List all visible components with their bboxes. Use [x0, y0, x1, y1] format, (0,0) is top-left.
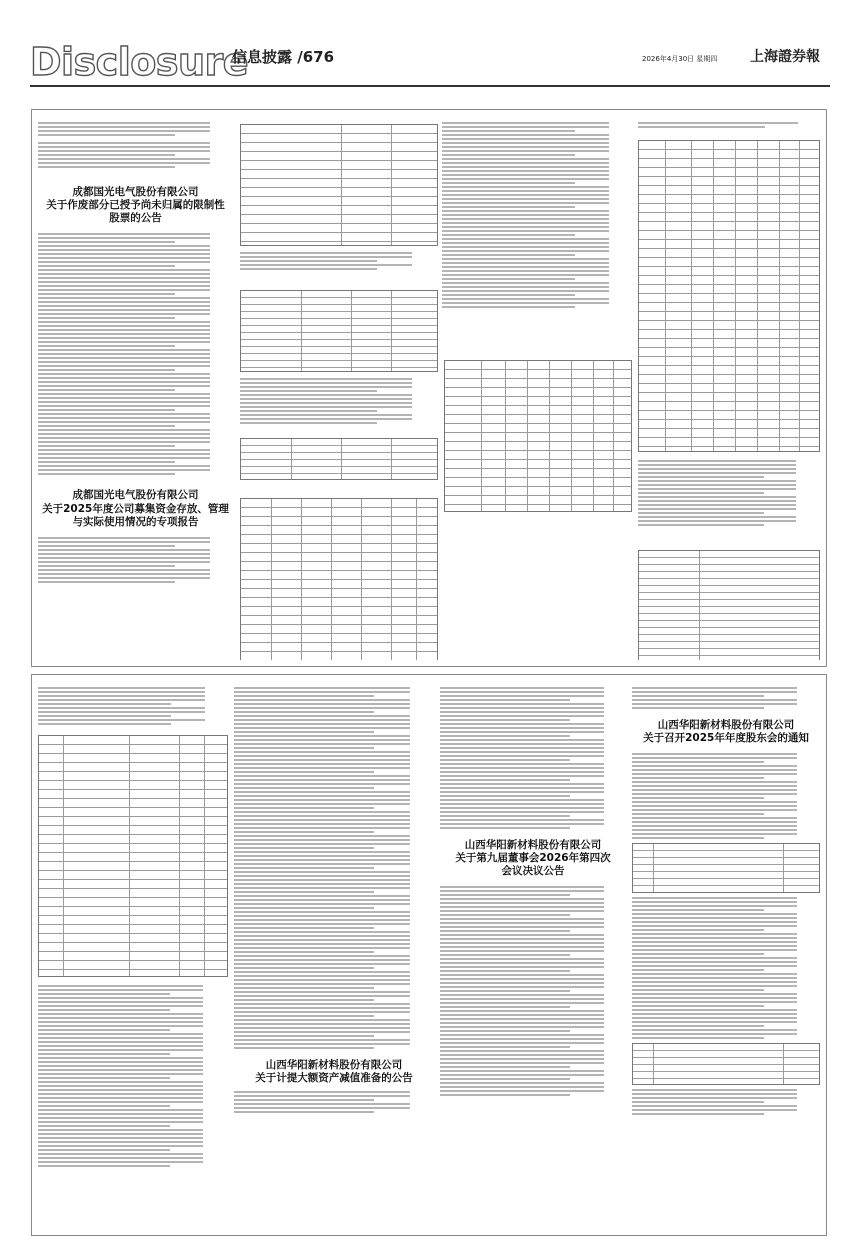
- column-3: [442, 120, 632, 660]
- masthead: [30, 38, 830, 82]
- column-8: [632, 685, 820, 1225]
- data-table-6: [638, 140, 820, 452]
- section-wordmark: Disclosure: [30, 40, 249, 84]
- article-headline-5: 山西华阳新材料股份有限公司 关于计提大额资产减值准备的公告: [255, 1059, 413, 1085]
- data-table-9: [632, 843, 820, 893]
- newspaper-logo: 上海證券報: [750, 49, 820, 65]
- top-disclosure-panel: [31, 109, 827, 667]
- data-table-3: [240, 438, 438, 480]
- issue-date: 2026年4月30日 星期四: [642, 55, 718, 63]
- data-table-8: [38, 735, 228, 977]
- article-headline-1: 成都国光电气股份有限公司 关于作废部分已授予尚未归属的限制性 股票的公告: [46, 186, 225, 225]
- data-table-4: [240, 498, 438, 660]
- column-5: [38, 685, 228, 1225]
- data-table-10: [632, 1043, 820, 1085]
- column-6: [234, 685, 434, 1225]
- column-4: [638, 120, 820, 660]
- column-1: [38, 120, 233, 660]
- data-table-5: [444, 360, 632, 512]
- data-table-1: [240, 124, 438, 246]
- article-headline-3: 山西华阳新材料股份有限公司 关于第九届董事会2026年第四次 会议决议公告: [455, 839, 611, 878]
- data-table-7: [638, 550, 820, 660]
- article-headline-2: 成都国光电气股份有限公司 关于2025年度公司募集资金存放、管理 与实际使用情况的专项报告: [42, 489, 229, 528]
- page-title: 信息披露 /676: [232, 48, 335, 66]
- article-headline-4: 山西华阳新材料股份有限公司 关于召开2025年年度股东会的通知: [643, 719, 809, 745]
- bottom-disclosure-panel: [31, 674, 827, 1236]
- column-7: [440, 685, 626, 1225]
- column-2: [240, 120, 438, 660]
- data-table-2: [240, 290, 438, 372]
- header-rule: [30, 85, 830, 87]
